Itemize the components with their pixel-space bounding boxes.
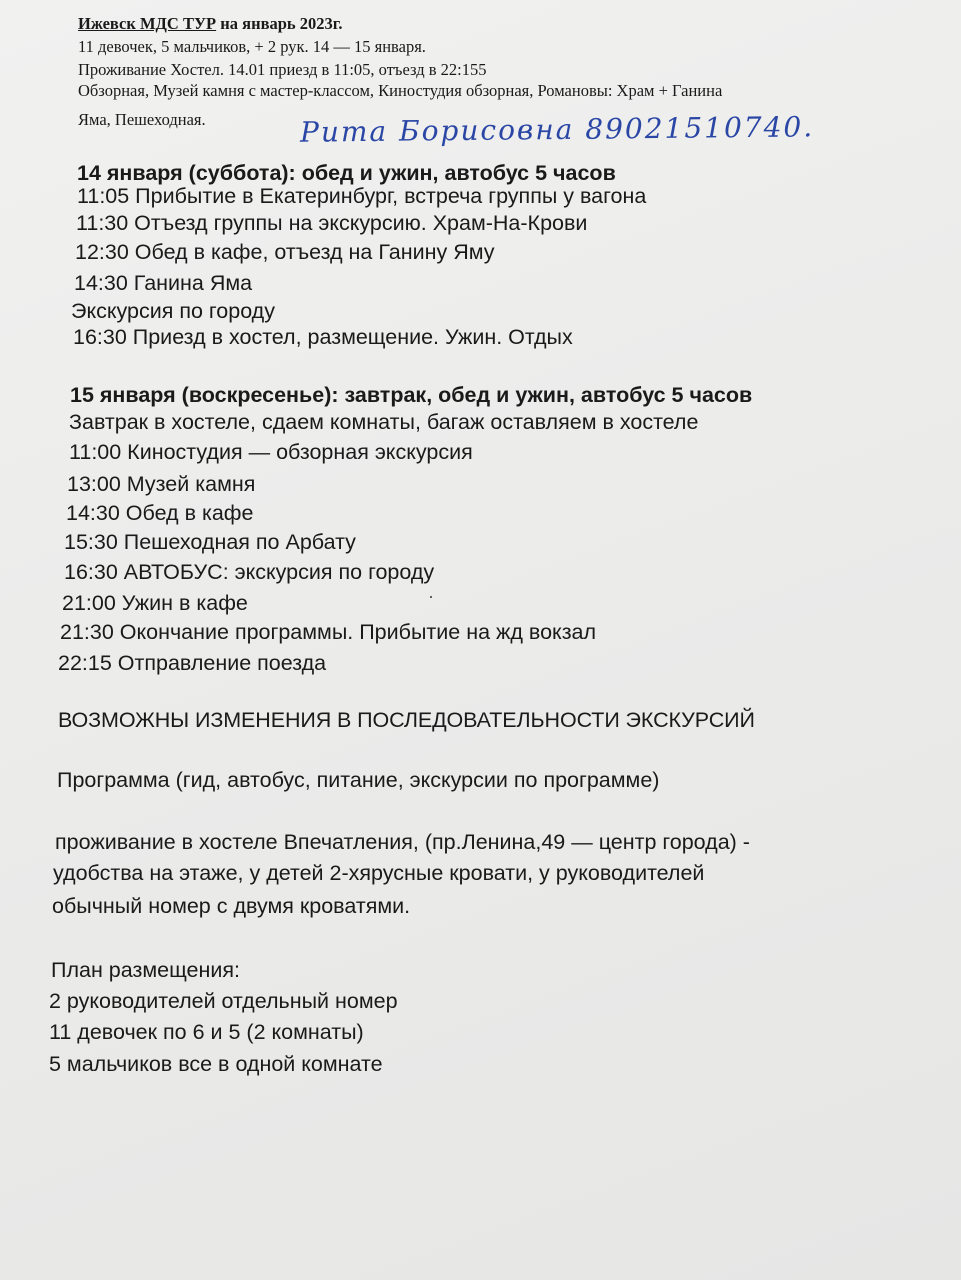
header-line-3: Обзорная, Музей камня с мастер-классом, Киностудия обзорная, Романовы: Храм + Ганина <box>78 81 723 100</box>
changes-notice: ВОЗМОЖНЫ ИЗМЕНЕНИЯ В ПОСЛЕДОВАТЕЛЬНОСТИ ЭКСКУРСИЙ <box>58 708 755 732</box>
day1-item: Экскурсия по городу <box>71 299 275 323</box>
day1-heading: 14 января (суббота): обед и ужин, автобус 5 часов <box>77 161 616 185</box>
day2-item: 15:30 Пешеходная по Арбату <box>64 530 356 554</box>
day2-heading: 15 января (воскресенье): завтрак, обед и ужин, автобус 5 часов <box>70 383 753 407</box>
day1-item: 11:30 Отъезд группы на экскурсию. Храм-На-Крови <box>76 211 588 235</box>
program-line: Программа (гид, автобус, питание, экскурсии по программе) <box>57 768 660 792</box>
plan-item: 2 руководителей отдельный номер <box>49 989 398 1013</box>
header-line-4: Яма, Пешеходная. <box>78 110 206 129</box>
accommodation-line: обычный номер с двумя кроватями. <box>52 894 411 918</box>
title-place: Ижевск МДС ТУР <box>78 14 217 33</box>
document-title <box>78 14 343 34</box>
day2-item: 13:00 Музей камня <box>67 472 256 496</box>
plan-item: 5 мальчиков все в одной комнате <box>49 1052 383 1076</box>
header-line-1: 11 девочек, 5 мальчиков, + 2 рук. 14 — 15 января. <box>78 37 426 56</box>
day2-item: Завтрак в хостеле, сдаем комнаты, багаж оставляем в хостеле <box>69 410 699 434</box>
accommodation-line: удобства на этаже, у детей 2-хярусные кровати, у руководителей <box>53 861 705 885</box>
day1-item: 14:30 Ганина Яма <box>74 271 253 295</box>
day1-item: 11:05 Прибытие в Екатеринбург, встреча группы у вагона <box>77 184 647 208</box>
accommodation-line: проживание в хостеле Впечатления, (пр.Ленина,49 — центр города) - <box>55 830 750 854</box>
header-line-2: Проживание Хостел. 14.01 приезд в 11:05, отъезд в 22:155 <box>78 60 487 79</box>
day2-item: 16:30 АВТОБУС: экскурсия по городу <box>64 560 435 584</box>
day2-item: 11:00 Киностудия — обзорная экскурсия <box>69 440 473 464</box>
day2-item: 14:30 Обед в кафе <box>66 501 254 525</box>
plan-item: 11 девочек по 6 и 5 (2 комнаты) <box>49 1020 364 1044</box>
ink-speck <box>430 596 432 598</box>
day2-item: 21:00 Ужин в кафе <box>62 591 248 615</box>
day2-item: 22:15 Отправление поезда <box>58 651 327 675</box>
handwritten-contact: Рита Борисовна 89021510740. <box>299 110 815 149</box>
title-rest: на январь 2023г. <box>216 14 343 33</box>
plan-heading: План размещения: <box>51 958 240 982</box>
day1-item: 16:30 Приезд в хостел, размещение. Ужин. Отдых <box>73 325 573 349</box>
day1-item: 12:30 Обед в кафе, отъезд на Ганину Яму <box>75 240 495 264</box>
day2-item: 21:30 Окончание программы. Прибытие на жд вокзал <box>60 620 597 644</box>
